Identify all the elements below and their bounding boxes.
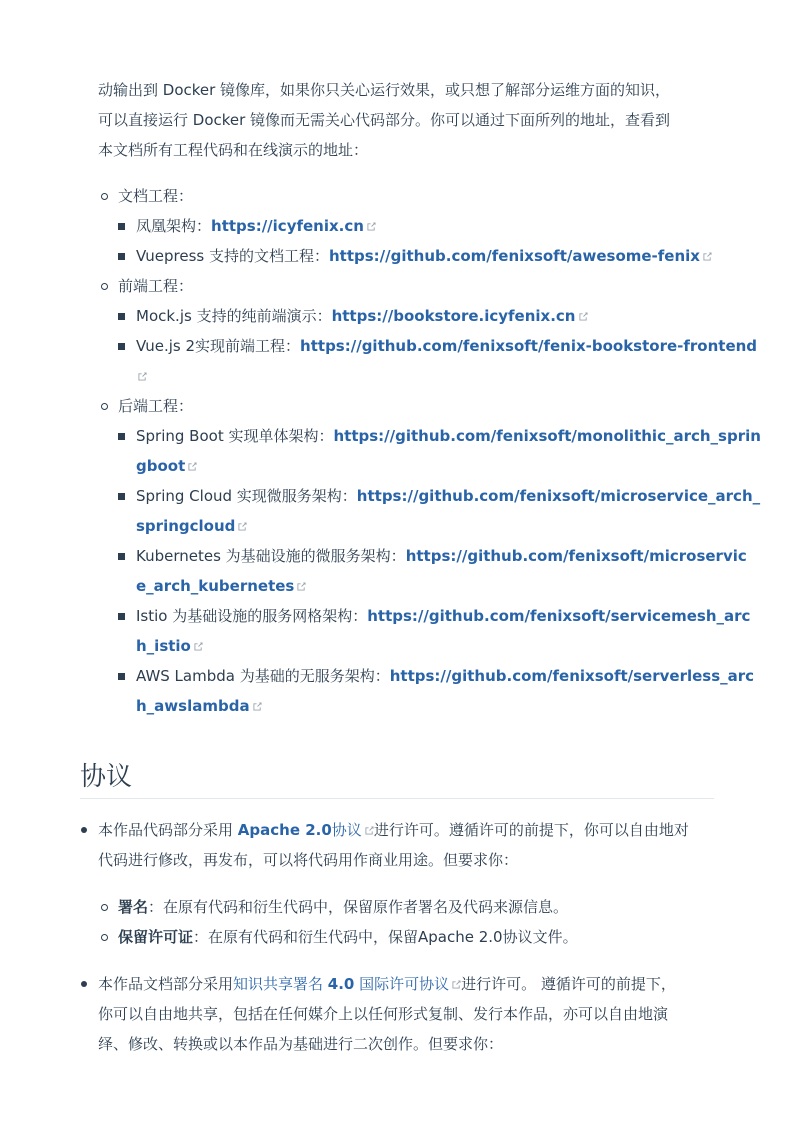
square-bullet bbox=[118, 433, 125, 440]
text: 进行许可。遵循许可的前提下，你可以自由地对 bbox=[373, 821, 689, 839]
bookstore-frontend-link[interactable]: https://github.com/fenixsoft/fenix-bookstore-frontend bbox=[300, 337, 758, 355]
external-link-icon bbox=[188, 462, 197, 471]
intro-line-3: 本文档所有工程代码和在线演示的地址： bbox=[98, 141, 369, 159]
springcloud-link[interactable]: https://github.com/fenixsoft/microservice_arch_ bbox=[356, 487, 761, 505]
disc-bullet bbox=[81, 827, 87, 833]
item-label: Vue.js 2实现前端工程： bbox=[136, 337, 301, 355]
item-label: Spring Cloud 实现微服务架构： bbox=[136, 487, 357, 505]
square-bullet bbox=[118, 343, 125, 350]
disc-bullet bbox=[81, 981, 87, 987]
apache-license-link[interactable]: Apache 2.0 bbox=[237, 821, 332, 839]
kubernetes-link-cont[interactable]: e_arch_kubernetes bbox=[136, 577, 295, 595]
apache-license-link-suffix[interactable]: 协议 bbox=[331, 821, 362, 839]
square-bullet bbox=[118, 313, 125, 320]
cc-license-link-version[interactable]: 4.0 bbox=[327, 975, 355, 993]
frontend-projects-heading: 前端工程： bbox=[118, 277, 194, 295]
item-label: AWS Lambda 为基础的无服务架构： bbox=[136, 667, 390, 685]
item-label: 凤凰架构： bbox=[136, 217, 212, 235]
list-item bbox=[136, 246, 712, 266]
item-label: Vuepress 支持的文档工程： bbox=[136, 247, 329, 265]
circle-bullet bbox=[101, 934, 108, 941]
square-bullet bbox=[118, 613, 125, 620]
serverless-link[interactable]: https://github.com/fenixsoft/serverless_arc bbox=[389, 667, 755, 685]
external-link-icon bbox=[194, 642, 203, 651]
awesome-fenix-link[interactable]: https://github.com/fenixsoft/awesome-fenix bbox=[328, 247, 700, 265]
circle-bullet bbox=[101, 193, 108, 200]
item-label: Kubernetes 为基础设施的微服务架构： bbox=[136, 547, 406, 565]
requirement-text: ：在原有代码和衍生代码中，保留Apache 2.0协议文件。 bbox=[193, 928, 578, 946]
circle-bullet bbox=[101, 904, 108, 911]
external-link-icon bbox=[365, 826, 374, 835]
external-link-icon bbox=[367, 222, 376, 231]
docs-projects-heading: 文档工程： bbox=[118, 187, 194, 205]
heading-divider bbox=[80, 798, 714, 799]
list-item-continuation bbox=[136, 366, 147, 386]
kubernetes-link[interactable]: https://github.com/fenixsoft/microservic bbox=[405, 547, 747, 565]
external-link-icon bbox=[703, 252, 712, 261]
monolithic-link[interactable]: https://github.com/fenixsoft/monolithic_arch_sprin bbox=[333, 427, 761, 445]
docs-license-line-3: 绎、修改、转换或以本作品为基础进行二次创作。但要求你： bbox=[98, 1035, 504, 1053]
intro-line-2: 可以直接运行 Docker 镜像而无需关心代码部分。你可以通过下面所列的地址，查看到 bbox=[98, 111, 671, 129]
item-label: Istio 为基础设施的服务网格架构： bbox=[136, 607, 368, 625]
requirement-attribution bbox=[118, 897, 568, 917]
square-bullet bbox=[118, 553, 125, 560]
external-link-icon bbox=[452, 980, 461, 989]
external-link-icon bbox=[579, 312, 588, 321]
backend-projects-heading: 后端工程： bbox=[118, 397, 194, 415]
list-item-continuation bbox=[136, 696, 262, 716]
monolithic-link-cont[interactable]: gboot bbox=[136, 457, 186, 475]
square-bullet bbox=[118, 223, 125, 230]
intro-line-1: 动输出到 Docker 镜像库，如果你只关心运行效果，或只想了解部分运维方面的知识， bbox=[98, 81, 671, 99]
list-item-continuation bbox=[136, 516, 247, 536]
requirement-title: 保留许可证 bbox=[118, 928, 194, 946]
list-item bbox=[136, 426, 761, 446]
external-link-icon bbox=[238, 522, 247, 531]
bookstore-link[interactable]: https://bookstore.icyfenix.cn bbox=[331, 307, 576, 325]
item-label: Mock.js 支持的纯前端演示： bbox=[136, 307, 332, 325]
item-label: Spring Boot 实现单体架构： bbox=[136, 427, 334, 445]
list-item bbox=[136, 606, 750, 626]
list-item-continuation bbox=[136, 456, 197, 476]
text: 本作品文档部分采用 bbox=[98, 975, 234, 993]
list-item bbox=[136, 486, 760, 506]
list-item bbox=[136, 666, 754, 686]
square-bullet bbox=[118, 673, 125, 680]
icyfenix-link[interactable]: https://icyfenix.cn bbox=[211, 217, 364, 235]
external-link-icon bbox=[253, 702, 262, 711]
springcloud-link-cont[interactable]: springcloud bbox=[136, 517, 236, 535]
list-item bbox=[136, 336, 757, 356]
requirement-text: ：在原有代码和衍生代码中，保留原作者署名及代码来源信息。 bbox=[148, 898, 569, 916]
code-license-line-1 bbox=[98, 820, 689, 840]
square-bullet bbox=[118, 493, 125, 500]
requirement-license bbox=[118, 927, 578, 947]
cc-license-link-suffix[interactable]: 国际许可协议 bbox=[354, 975, 450, 993]
requirement-title: 署名 bbox=[118, 898, 149, 916]
istio-link[interactable]: https://github.com/fenixsoft/servicemesh_arc bbox=[367, 607, 751, 625]
list-item bbox=[136, 216, 376, 236]
square-bullet bbox=[118, 253, 125, 260]
docs-license-line-1 bbox=[98, 974, 676, 994]
circle-bullet bbox=[101, 403, 108, 410]
code-license-line-2: 代码进行修改，再发布，可以将代码用作商业用途。但要求你： bbox=[98, 851, 519, 869]
text: 进行许可。 遵循许可的前提下， bbox=[461, 975, 676, 993]
serverless-link-cont[interactable]: h_awslambda bbox=[136, 697, 250, 715]
cc-license-link[interactable]: 知识共享署名 bbox=[233, 975, 328, 993]
external-link-icon bbox=[138, 372, 147, 381]
list-item bbox=[136, 306, 588, 326]
list-item bbox=[136, 546, 747, 566]
docs-license-line-2: 你可以自由地共享，包括在任何媒介上以任何形式复制、发行本作品，亦可以自由地演 bbox=[98, 1005, 669, 1023]
istio-link-cont[interactable]: h_istio bbox=[136, 637, 191, 655]
text: 本作品代码部分采用 bbox=[98, 821, 238, 839]
section-heading-license: 协议 bbox=[80, 762, 133, 792]
external-link-icon bbox=[297, 582, 306, 591]
list-item-continuation bbox=[136, 576, 306, 596]
list-item-continuation bbox=[136, 636, 203, 656]
circle-bullet bbox=[101, 283, 108, 290]
